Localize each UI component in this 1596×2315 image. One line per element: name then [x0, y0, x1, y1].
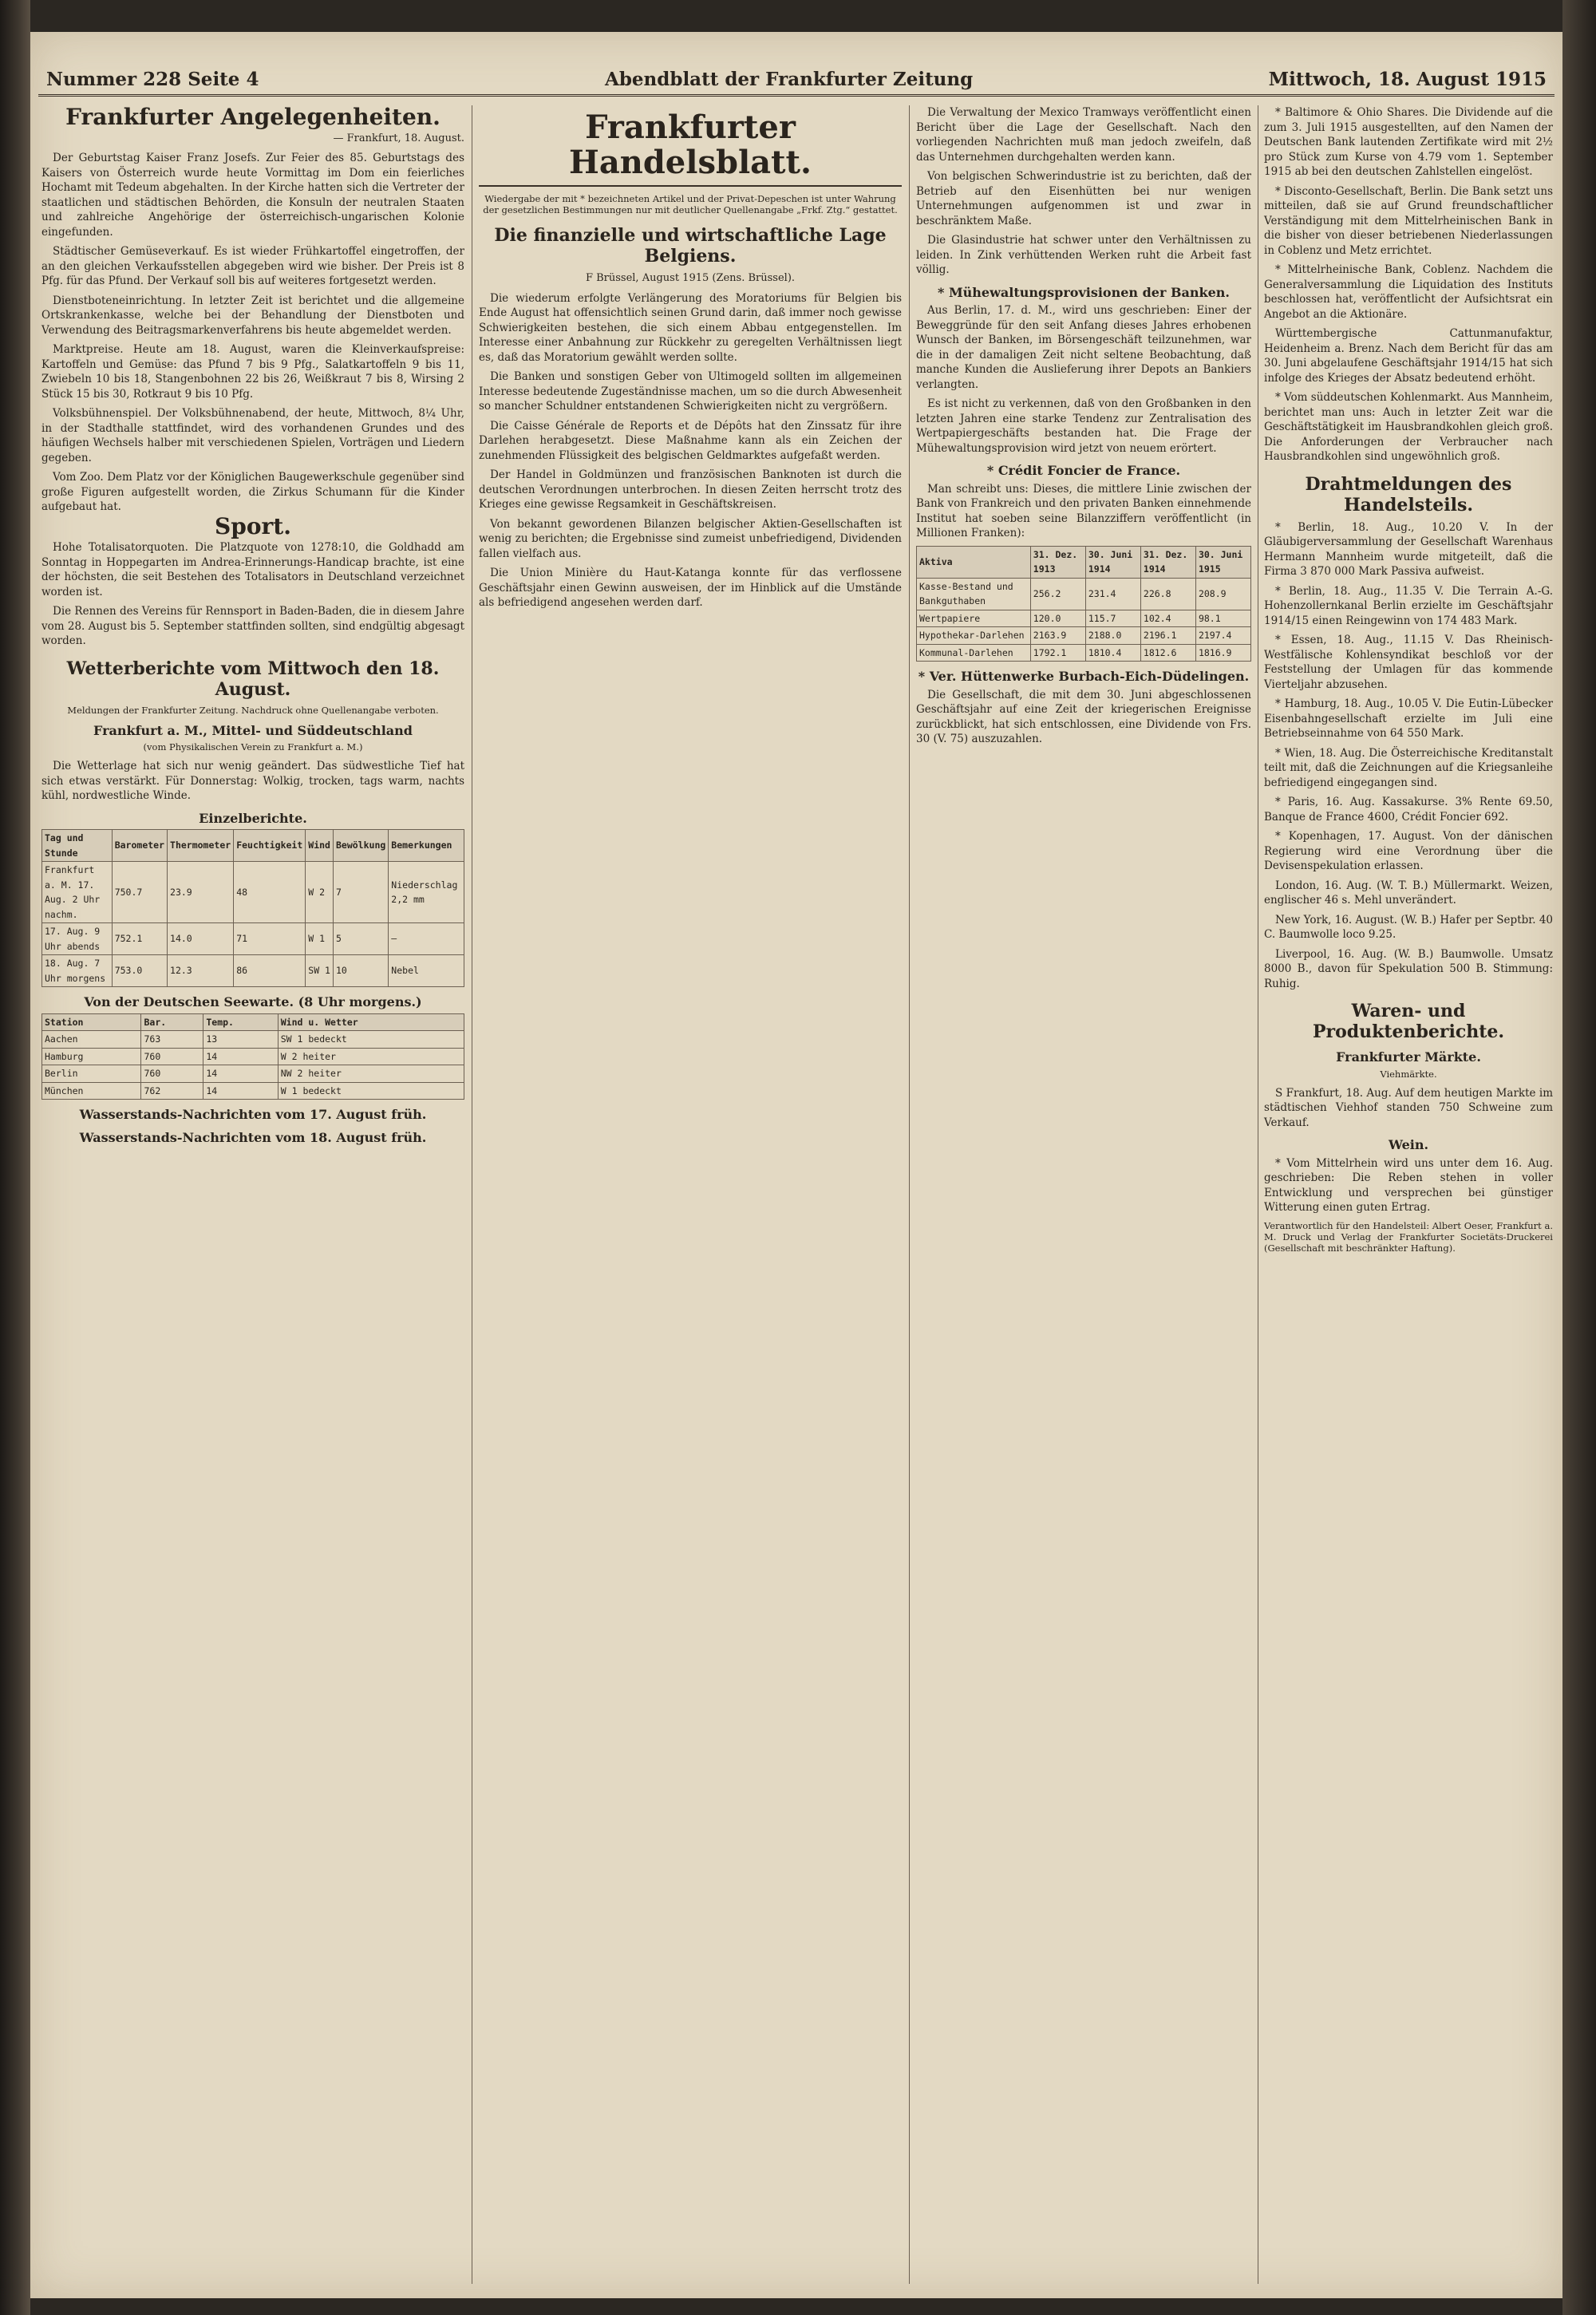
article-paragraph: Aus Berlin, 17. d. M., wird uns geschrieben: Einer der Beweggründe für den seit Anfang dieses Jahres erhobenen Wunsch der Banken, im Börsengeschäft teilzunehmen, war die in der damaligen Zeit nicht seltene Beobachtung, daß manche Kunden die Auslieferung ihrer Depots an Bankiers verlangten.	[916, 304, 1251, 391]
article-paragraph: Dienstboteneinrichtung. In letzter Zeit ist berichtet und die allgemeine Ortskrankenkasse, welche bei der Behandlung der Dienstboten und Verwendung des Beitragsmarkenverfahrens bis heute abgemeldet werden.	[41, 294, 464, 337]
table-cell: W 1 bedeckt	[278, 1082, 464, 1100]
table-header-row	[42, 1013, 464, 1031]
balance-table	[916, 546, 1251, 662]
table-row	[917, 610, 1251, 627]
wire-report: New York, 16. August. (W. B.) Hafer per Septbr. 40 C. Baumwolle loco 9.25.	[1264, 913, 1553, 941]
article-paragraph: Städtischer Gemüseverkauf. Es ist wieder Frühkartoffel eingetroffen, der an den gleichen Verkaufsstellen abgegeben wird wie bisher. Der Preis ist 8 Pfg. für das Pfund. Der Verkauf soll bis auf weiteres fortgesetzt werden.	[41, 245, 464, 287]
wire-report: * Kopenhagen, 17. August. Von der dänischen Regierung wird eine Verordnung über die Devisenspekulation erlassen.	[1264, 830, 1553, 872]
table-cell: 98.1	[1195, 610, 1250, 627]
article-title: Die finanzielle und wirtschaftliche Lage Belgiens.	[494, 225, 887, 267]
table-cell: 86	[234, 955, 306, 987]
table-header: Bewölkung	[333, 830, 388, 862]
wire-report: * Berlin, 18. Aug., 11.35 V. Die Terrain A.-G. Hohenzollernkanal Berlin erzielte im Geschäftsjahr 1914/15 einen Reingewinn von 174 483 Mark.	[1264, 584, 1553, 627]
table-cell: 762	[141, 1082, 203, 1100]
weather-title: Wetterberichte vom Mittwoch den 18. August.	[66, 658, 440, 700]
table-cell: 208.9	[1195, 578, 1250, 610]
table-header: Bar.	[141, 1013, 203, 1031]
column-finance	[916, 105, 1251, 752]
table-cell: 256.2	[1030, 578, 1085, 610]
table-cell: 14	[203, 1065, 278, 1083]
weather-institute: (vom Physikalischen Verein zu Frankfurt a. M.)	[143, 741, 363, 753]
table-cell: 23.9	[168, 862, 234, 923]
article-paragraph: Die Rennen des Vereins für Rennsport in Baden-Baden, die in diesem Jahre vom 28. August bis 5. September stattfinden sollten, sind endgültig abgesagt worden.	[41, 605, 464, 647]
table-cell: 13	[203, 1031, 278, 1049]
table-header: Feuchtigkeit	[234, 830, 306, 862]
table-cell: 12.3	[168, 955, 234, 987]
table-cell: 2197.4	[1195, 627, 1250, 645]
article-paragraph: Vom Zoo. Dem Platz vor der Königlichen Baugewerkschule gegenüber sind große Figuren aufgestellt worden, die Zirkus Schumann für die Kinder aufgebaut hat.	[41, 471, 464, 513]
table-cell: 115.7	[1085, 610, 1140, 627]
weather-table	[41, 829, 464, 987]
table-cell: Berlin	[42, 1065, 141, 1083]
table-cell: 231.4	[1085, 578, 1140, 610]
table-row	[917, 627, 1251, 645]
wire-report: London, 16. Aug. (W. T. B.) Müllermarkt. Weizen, englischer 46 s. Mehl unverändert.	[1264, 879, 1553, 907]
table-cell: 752.1	[112, 923, 167, 955]
article-paragraph: Die Verwaltung der Mexico Tramways veröffentlicht einen Bericht über die Lage der Gesellschaft. Nach den vorliegenden Nachrichten muß man jedoch zweifeln, daß das Unternehmen durchgehalten werden kann.	[916, 106, 1251, 164]
table-cell: 17. Aug. 9 Uhr abends	[42, 923, 113, 955]
table-cell: Wertpapiere	[917, 610, 1031, 627]
section-title-sport: Sport.	[215, 512, 291, 539]
table-header: Temp.	[203, 1013, 278, 1031]
article-paragraph: * Vom süddeutschen Kohlenmarkt. Aus Mannheim, berichtet man uns: Auch in letzter Zeit war die Geschäftstätigkeit im Hausbrandkohlen gleich groß. Die Anforderungen der Verbraucher nach Hausbrandkohlen sind ungewöhnlich groß.	[1264, 391, 1554, 463]
table-header: Barometer	[112, 830, 167, 862]
table-header: 30. Juni 1914	[1085, 546, 1140, 578]
table-cell: 14.0	[168, 923, 234, 955]
article-paragraph: Der Handel in Goldmünzen und französischen Banknoten ist durch die deutschen Verordnungen unterbrochen. In diesen Zeiten herrscht trotz des Krieges eine gewisse Regsamkeit in Geschäftskreisen.	[479, 468, 902, 511]
table-cell: 760	[141, 1065, 203, 1083]
table-header: 31. Dez. 1914	[1140, 546, 1195, 578]
article-paragraph: Volksbühnenspiel. Der Volksbühnenabend, der heute, Mittwoch, 8¼ Uhr, in der Stadthalle stattfindet, wird des vorhandenen Grundes und des häufigen Wechsels halber mit verschiedenen Spielen, Vorträgen und Liedern gegeben.	[41, 407, 464, 464]
table-cell: 7	[333, 862, 388, 923]
article-paragraph: * Mittelrheinische Bank, Coblenz. Nachdem die Generalversammlung die Liquidation des Instituts beschlossen hat, veröffentlicht der Aufsichtsrat ein Angebot an die Aktionäre.	[1264, 263, 1553, 321]
article-title: * Crédit Foncier de France.	[986, 463, 1181, 478]
article-paragraph: Die Gesellschaft, die mit dem 30. Juni abgeschlossenen Geschäftsjahr auf eine Zeit der kriegerischen Ereignisse zurückblickt, hat sich entschlossen, eine Dividende von Frs. 30 (V. 75) auszuzahlen.	[916, 688, 1251, 745]
table-cell: 14	[203, 1048, 278, 1065]
article-paragraph: Die wiederum erfolgte Verlängerung des Moratoriums für Belgien bis Ende August hat offensichtlich seinen Grund darin, daß immer noch gewisse Schwierigkeiten bestehen, die sich einem Abbau entgegenstellen. Im Interesse einer Anbahnung zur Rückkehr zu geregelten Verhältnissen liegt es, daß das Moratorium gewählt werden sollte.	[479, 291, 902, 364]
article-paragraph: Von bekannt gewordenen Bilanzen belgischer Aktien-Gesellschaften ist wenig zu berichten; die Ergebnisse sind zumeist unbefriedigend, Dividenden fallen vielfach aus.	[479, 517, 902, 560]
article-paragraph: Man schreibt uns: Dieses, die mittlere Linie zwischen der Bank von Frankreich und den privaten Banken einnehmende Institut hat soeben seine Bilanzziffern veröffentlicht (in Millionen Franken):	[916, 482, 1251, 539]
article-paragraph: * Baltimore & Ohio Shares. Die Dividende auf die zum 3. Juli 1915 ausgestellten, auf den Namen der Deutschen Bank lautenden Zertifikate wird mit 2½ pro Stück zum Kurse von 4.79 vom 1. September 1915 ab bei den deutschen Zahlstellen eingelöst.	[1264, 106, 1553, 178]
table-cell: 48	[234, 862, 306, 923]
table-cell: 5	[333, 923, 388, 955]
table-cell: Frankfurt a. M. 17. Aug. 2 Uhr nachm.	[42, 862, 113, 923]
dateline: — Frankfurt, 18. August.	[333, 132, 464, 144]
article-paragraph: Württembergische Cattunmanufaktur, Heidenheim a. Brenz. Nach dem Bericht für das am 30. Juni abgelaufene Geschäftsjahr 1914/15 hat sich infolge des Krieges der Absatz bedeutend erhöht.	[1264, 327, 1553, 385]
wasserstand-title-2: Wasserstands-Nachrichten vom 18. August früh.	[79, 1129, 427, 1145]
table-header: 30. Juni 1915	[1195, 546, 1250, 578]
article-paragraph: * Disconto-Gesellschaft, Berlin. Die Bank setzt uns mitteilen, daß sie auf Grund freundschaftlicher Verständigung mit dem Mittelrheinischen Bank in die bisher von dieser betriebenen Niederlassungen in Coblenz und Metz errichtet.	[1264, 184, 1553, 257]
masthead	[38, 64, 1555, 97]
table-cell: —	[389, 923, 464, 955]
table-cell: 71	[234, 923, 306, 955]
table-cell: 1792.1	[1030, 644, 1085, 662]
table-cell: 753.0	[112, 955, 167, 987]
table-row	[42, 862, 464, 923]
table-cell: NW 2 heiter	[278, 1065, 464, 1083]
section-title-handelsblatt: Frankfurter Handelsblatt.	[479, 110, 902, 187]
reprint-notice: Wiedergabe der mit * bezeichneten Artikel und der Privat-Depeschen ist unter Wahrung der gesetzlichen Bestimmungen nur mit deutlicher Quellenangabe „Frkf. Ztg.“ gestattet.	[483, 193, 898, 215]
table-cell: 2163.9	[1030, 627, 1085, 645]
section-title-drahtmeldungen: Drahtmeldungen des Handelsteils.	[1305, 473, 1512, 516]
article-paragraph: S Frankfurt, 18. Aug. Auf dem heutigen Markte im städtischen Viehhof standen 750 Schweine zum Verkauf.	[1264, 1086, 1553, 1129]
imprint: Verantwortlich für den Handelsteil: Albert Oeser, Frankfurt a. M. Druck und Verlag der Frankfurter Societäts-Druckerei (Gesellschaft mit beschränkter Haftung).	[1264, 1219, 1553, 1254]
table-cell: 1816.9	[1195, 644, 1250, 662]
table-header: Aktiva	[917, 546, 1031, 578]
table-header: Bemerkungen	[389, 830, 464, 862]
einzel-title: Einzelberichte.	[199, 810, 307, 826]
table-cell: 14	[203, 1082, 278, 1100]
table-cell: Nebel	[389, 955, 464, 987]
article-paragraph: Die Banken und sonstigen Geber von Ultimogeld sollten im allgemeinen Interesse bedeutende Zugeständnisse machen, um so die durch Abwesenheit so mancher Schuldner entstandenen Schwierigkeiten nicht zu vergrößern.	[479, 370, 902, 413]
article-paragraph: Es ist nicht zu verkennen, daß von den Großbanken in den letzten Jahren eine starke Tendenz zur Zentralisation des Wertpapiergeschäfts bestanden hat. Die Frage der Mühewaltungsprovision wird jetzt von neuem erörtert.	[916, 397, 1251, 455]
table-row	[917, 578, 1251, 610]
column-market-news	[1264, 105, 1553, 1260]
table-row	[917, 644, 1251, 662]
markt-title: Frankfurter Märkte.	[1336, 1049, 1481, 1065]
table-cell: 763	[141, 1031, 203, 1049]
table-cell: 750.7	[112, 862, 167, 923]
dateline: F Brüssel, August 1915 (Zens. Brüssel).	[585, 272, 796, 284]
table-row	[42, 1065, 464, 1083]
section-title-waren: Waren- und Produktenberichte.	[1312, 1001, 1505, 1042]
article-title: * Ver. Hüttenwerke Burbach-Eich-Düdelingen.	[918, 669, 1250, 684]
table-cell: 760	[141, 1048, 203, 1065]
table-cell: 1812.6	[1140, 644, 1195, 662]
table-cell: Hypothekar-Darlehen	[917, 627, 1031, 645]
markt-subtitle: Viehmärkte.	[1380, 1068, 1437, 1080]
table-cell: 1810.4	[1085, 644, 1140, 662]
table-header: Tag und Stunde	[42, 830, 113, 862]
article-paragraph: Marktpreise. Heute am 18. August, waren die Kleinverkaufspreise: Kartoffeln und Gemüse: das Pfund 7 bis 9 Pfg., Salatkartoffeln 9 bis 11, Zwiebeln 10 bis 18, Stangenbohnen 22 bis 26, Weißkraut 7 bis 8, Wirsing 2 Stück 15 bis 30, Rotkraut 9 bis 10 Pfg.	[41, 343, 464, 401]
weather-forecast: Die Wetterlage hat sich nur wenig geändert. Das südwestliche Tief hat sich etwas verstärkt. Für Donnerstag: Wolkig, trocken, tags warm, nachts kühl, nordwestliche Winde.	[41, 760, 464, 802]
table-cell: W 1	[306, 923, 334, 955]
table-row	[42, 1031, 464, 1049]
table-cell: 120.0	[1030, 610, 1085, 627]
table-header: Thermometer	[168, 830, 234, 862]
table-cell: SW 1 bedeckt	[278, 1031, 464, 1049]
table-row	[42, 1048, 464, 1065]
wire-report: * Paris, 16. Aug. Kassakurse. 3% Rente 69.50, Banque de France 4600, Crédit Foncier 692.	[1264, 796, 1553, 824]
table-header: Wind u. Wetter	[278, 1013, 464, 1031]
section-title-local: Frankfurter Angelegenheiten.	[65, 104, 440, 130]
table-header: Station	[42, 1013, 141, 1031]
table-cell: Hamburg	[42, 1048, 141, 1065]
table-cell: SW 1	[306, 955, 334, 987]
article-paragraph: Die Glasindustrie hat schwer unter den Verhältnissen zu leiden. In Zink verhüttenden Werken ruht die Arbeit fast völlig.	[916, 234, 1251, 276]
table-header: 31. Dez. 1913	[1030, 546, 1085, 578]
article-paragraph: Der Geburtstag Kaiser Franz Josefs. Zur Feier des 85. Geburtstags des Kaisers von Österreich wurde heute Vormittag im Dom ein feierliches Hochamt mit Tedeum abgehalten. In der Kirche hatten sich die Vertreter der staatlichen und städtischen Behörden, die Konsuln der neutralen Staaten und zahlreiche Angehörige der österreichisch-ungarischen Kolonie eingefunden.	[41, 152, 464, 239]
table-row	[42, 955, 464, 987]
column-handelsblatt	[479, 105, 902, 615]
newspaper-page	[30, 32, 1562, 2298]
weather-region: Frankfurt a. M., Mittel- und Süddeutschland	[93, 722, 413, 738]
table-cell: 102.4	[1140, 610, 1195, 627]
seewarte-title: Von der Deutschen Seewarte. (8 Uhr morgens.)	[84, 994, 422, 1009]
seewarte-table	[41, 1013, 464, 1100]
article-paragraph: Die Union Minière du Haut-Katanga konnte für das verflossene Geschäftsjahr einen Gewinn ausweisen, der im Hinblick auf die Umstände als befriedigend angesehen werden darf.	[479, 567, 902, 609]
wire-report: * Essen, 18. Aug., 11.15 V. Das Rheinisch-Westfälische Kohlensyndikat beschloß vor der Feststellung der Umlagen für das kommende Vierteljahr abzusehen.	[1264, 634, 1553, 691]
wire-report: * Berlin, 18. Aug., 10.20 V. In der Gläubigerversammlung der Gesellschaft Warenhaus Hermann Mannheim wurde mitgeteilt, daß die Firma 3 870 000 Mark Passiva aufweist.	[1264, 520, 1553, 578]
table-cell: Niederschlag 2,2 mm	[389, 862, 464, 923]
table-cell: München	[42, 1082, 141, 1100]
table-header-row	[42, 830, 464, 862]
issue-date: Mittwoch, 18. August 1915	[1268, 69, 1547, 90]
table-cell: Kommunal-Darlehen	[917, 644, 1031, 662]
table-header: Wind	[306, 830, 334, 862]
article-paragraph: * Vom Mittelrhein wird uns unter dem 16. Aug. geschrieben: Die Reben stehen in voller Entwicklung und versprechen bei günstiger Witterung einen guten Ertrag.	[1264, 1156, 1553, 1214]
table-cell: 226.8	[1140, 578, 1195, 610]
article-paragraph: Die Caisse Générale de Reports et de Dépôts hat den Zinssatz für ihre Darlehen herabgesetzt. Diese Maßnahme kann als ein Zeichen der zunehmenden Flüssigkeit des belgischen Geldmarktes aufgefaßt werden.	[479, 419, 902, 462]
weather-subtitle: Meldungen der Frankfurter Zeitung. Nachdruck ohne Quellenangabe verboten.	[67, 704, 439, 716]
table-cell: 10	[333, 955, 388, 987]
wire-report: * Wien, 18. Aug. Die Österreichische Kreditanstalt teilt mit, daß die Zeichnungen auf die Kriegsanleihe befriedigend eingegangen sind.	[1264, 746, 1553, 789]
table-cell: Kasse-Bestand und Bankguthaben	[917, 578, 1031, 610]
table-cell: 2196.1	[1140, 627, 1195, 645]
table-cell: W 2	[306, 862, 334, 923]
wein-title: Wein.	[1388, 1137, 1429, 1152]
table-cell: 18. Aug. 7 Uhr morgens	[42, 955, 113, 987]
table-cell: W 2 heiter	[278, 1048, 464, 1065]
table-cell: 2188.0	[1085, 627, 1140, 645]
table-row	[42, 923, 464, 955]
table-header-row	[917, 546, 1251, 578]
wasserstand-title: Wasserstands-Nachrichten vom 17. August früh.	[79, 1107, 427, 1122]
book-binding	[0, 0, 30, 2315]
article-title: * Mühewaltungsprovisionen der Banken.	[938, 284, 1230, 300]
table-cell: Aachen	[42, 1031, 141, 1049]
newspaper-title: Abendblatt der Frankfurter Zeitung	[605, 69, 974, 90]
wire-report: * Hamburg, 18. Aug., 10.05 V. Die Eutin-Lübecker Eisenbahngesellschaft erzielte im Juli eine Betriebseinnahme von 64 550 Mark.	[1264, 697, 1553, 740]
article-paragraph: Hohe Totalisatorquoten. Die Platzquote von 1278:10, die Goldhadd am Sonntag in Hoppegarten im Andrea-Erinnerungs-Handicap brachte, ist eine der höchsten, die seit Bestehen des Totalisators in Deutschland verzeichnet worden ist.	[41, 541, 464, 599]
table-row	[42, 1082, 464, 1100]
page-edge	[1562, 0, 1596, 2315]
wire-report: Liverpool, 16. Aug. (W. B.) Baumwolle. Umsatz 8000 B., davon für Spekulation 500 B. Stimmung: Ruhig.	[1264, 947, 1553, 990]
issue-number: Nummer 228 Seite 4	[46, 69, 259, 90]
column-local-news	[41, 105, 464, 1148]
article-paragraph: Von belgischen Schwerindustrie ist zu berichten, daß der Betrieb auf den Eisenhütten bei nur wenigen Unternehmungen aufgenommen ist und zwar in beschränktem Maße.	[916, 170, 1251, 227]
column-rule	[909, 105, 910, 2284]
